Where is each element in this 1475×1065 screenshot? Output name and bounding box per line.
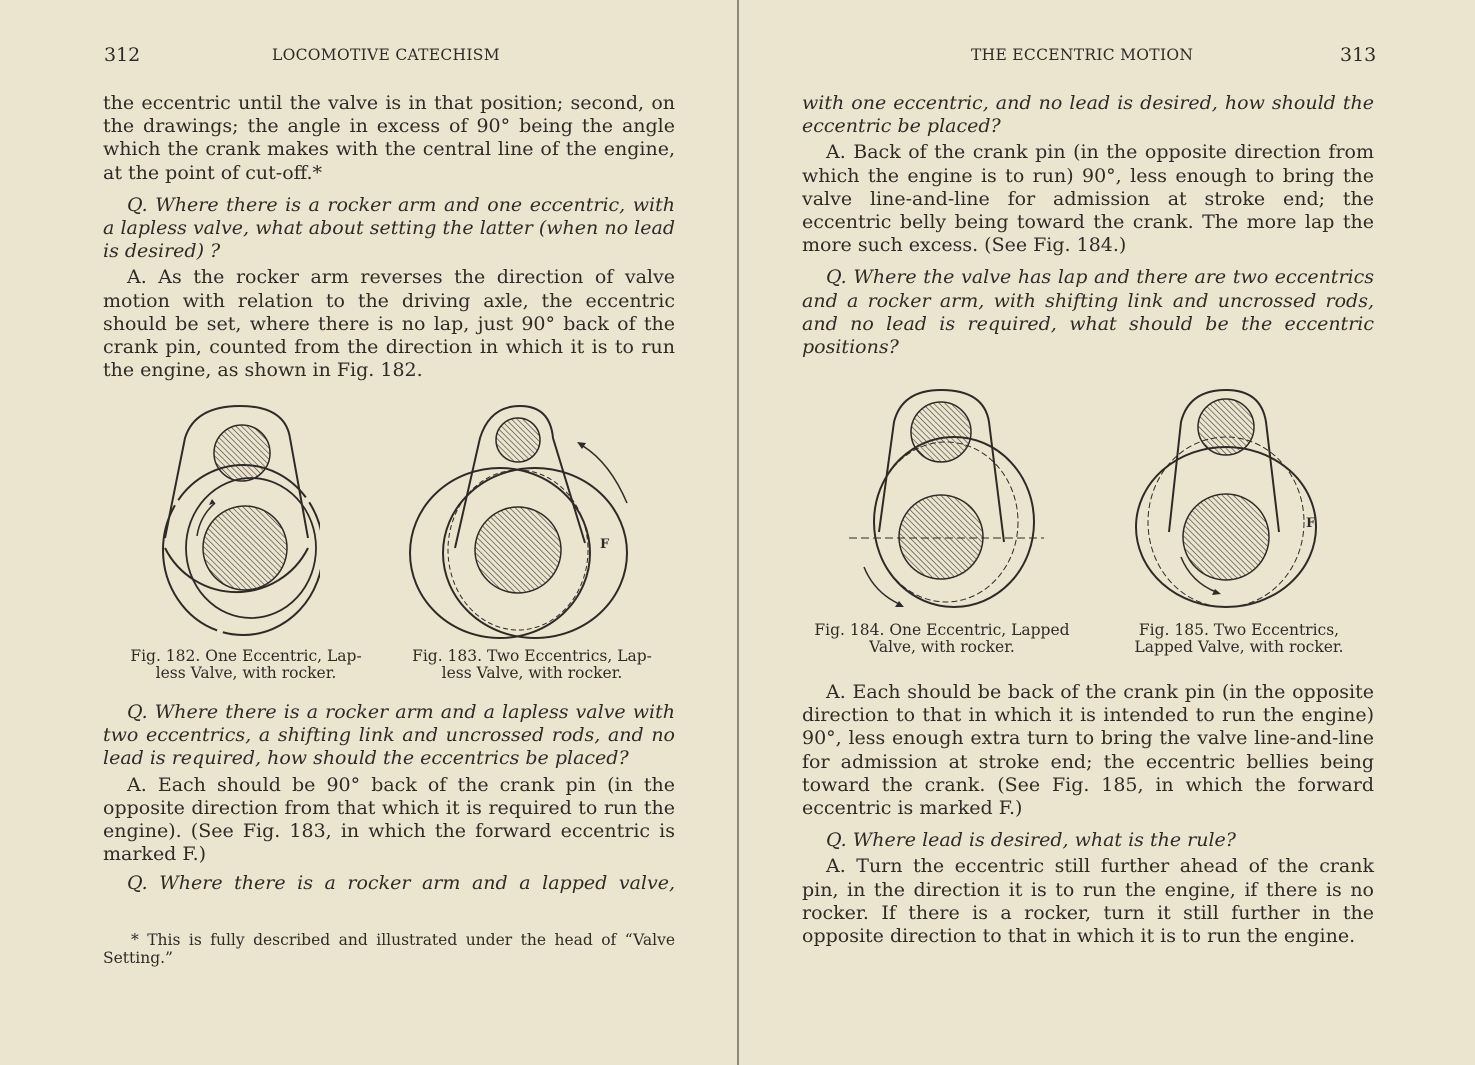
- eccentric-diagram: [145, 398, 320, 643]
- caption-line: Lapped Valve, with rocker.: [1134, 638, 1344, 656]
- answer-paragraph: A. Each should be back of the crank pin (in the opposite direction to that in which it is intended to run the engine) 90°, less enough extra turn to bring the valve line-and-line for admission at stroke end; the eccentric bellies being toward the crank. (See Fig. 185, in which the forward eccentric is marked F.): [802, 681, 1374, 820]
- question-paragraph: Q. Where lead is desired, what is the rule?: [826, 829, 1236, 852]
- page-number: 313: [1340, 44, 1377, 66]
- left-page: [0, 0, 737, 1065]
- caption-line: less Valve, with rocker.: [441, 664, 623, 682]
- figure-184: [844, 382, 1054, 612]
- text-block-bottom: [103, 701, 675, 896]
- footnote-text: * This is fully described and illustrated under the head of “Valve Setting.”: [103, 931, 675, 967]
- question-paragraph: Q. Where there is a rocker arm and a lapless valve with two eccentrics, a shifting link and uncrossed rods, and no lead is required, how should the eccentrics be placed?: [103, 701, 675, 770]
- question-paragraph: Q. Where the valve has lap and there are two eccentrics and a rocker arm, with shifting link and uncrossed rods, and no lead is required, what should be the eccentric positions?: [802, 266, 1374, 359]
- paragraph-continuation: the eccentric until the valve is in that position; second, on the drawings; the angle in excess of 90° being the angle which the crank makes with the central line of the engine, at the point of cut-off.*: [103, 92, 675, 184]
- running-head: THE ECCENTRIC MOTION: [971, 46, 1194, 64]
- figure-185: [1131, 382, 1331, 612]
- figure-182: [145, 398, 320, 643]
- figure-183: [405, 398, 640, 643]
- answer-paragraph: A. Each should be 90° back of the crank pin (in the opposite direction from that which it is required to run the engine). (See Fig. 183, in which the forward eccentric is marked F.): [103, 773, 675, 866]
- page-number: 312: [104, 44, 141, 66]
- eccentric-diagram: [405, 398, 640, 643]
- text-block-bottom: [802, 681, 1374, 948]
- question-paragraph-end: with one eccentric, and no lead is desired, how should the eccentric be placed?: [802, 92, 1374, 138]
- caption-line: Valve, with rocker.: [869, 638, 1015, 656]
- question-paragraph-start: Q. Where there is a rocker arm and a lapped valve,: [127, 872, 675, 895]
- caption-line: less Valve, with rocker.: [155, 664, 337, 682]
- eccentric-diagram: [844, 382, 1054, 612]
- eccentric-diagram: [1131, 382, 1331, 612]
- answer-paragraph: A. Turn the eccentric still further ahead of the crank pin, in the direction it is to run the engine, if there is no rocker. If there is a rocker, turn it still further in the opposite direction to that in which it is to run the engine.: [802, 855, 1374, 948]
- forward-eccentric-label: F: [600, 537, 610, 552]
- text-block-top: [103, 92, 675, 382]
- caption-line: Fig. 184. One Eccentric, Lapped: [814, 621, 1070, 639]
- text-block-top: [802, 92, 1374, 359]
- figure-184-caption: [797, 622, 1087, 656]
- figure-185-caption: [1109, 622, 1369, 656]
- answer-paragraph: A. Back of the crank pin (in the opposite direction from which the engine is to run) 90°, less enough to bring the valve line-and-line for admission at stroke end; the eccentric belly being toward the crank. The more lap the more such excess. (See Fig. 184.): [802, 141, 1374, 257]
- question-paragraph: Q. Where there is a rocker arm and one eccentric, with a lapless valve, what about setting the latter (when no lead is desired) ?: [103, 193, 675, 263]
- footnote: [103, 931, 675, 967]
- caption-line: Fig. 185. Two Eccentrics,: [1138, 621, 1340, 639]
- figure-182-caption: [110, 648, 382, 682]
- forward-eccentric-label: F: [1306, 516, 1316, 531]
- caption-line: Fig. 183. Two Eccentrics, Lap-: [412, 647, 652, 665]
- right-page: [739, 0, 1475, 1065]
- answer-paragraph: A. As the rocker arm reverses the direction of valve motion with relation to the driving axle, the eccentric should be set, where there is no lap, just 90° back of the crank pin, counted from the direction in which it is to run the engine, as shown in Fig. 182.: [103, 266, 675, 382]
- figure-183-caption: [396, 648, 668, 682]
- running-head: LOCOMOTIVE CATECHISM: [272, 46, 500, 64]
- caption-line: Fig. 182. One Eccentric, Lap-: [130, 647, 362, 665]
